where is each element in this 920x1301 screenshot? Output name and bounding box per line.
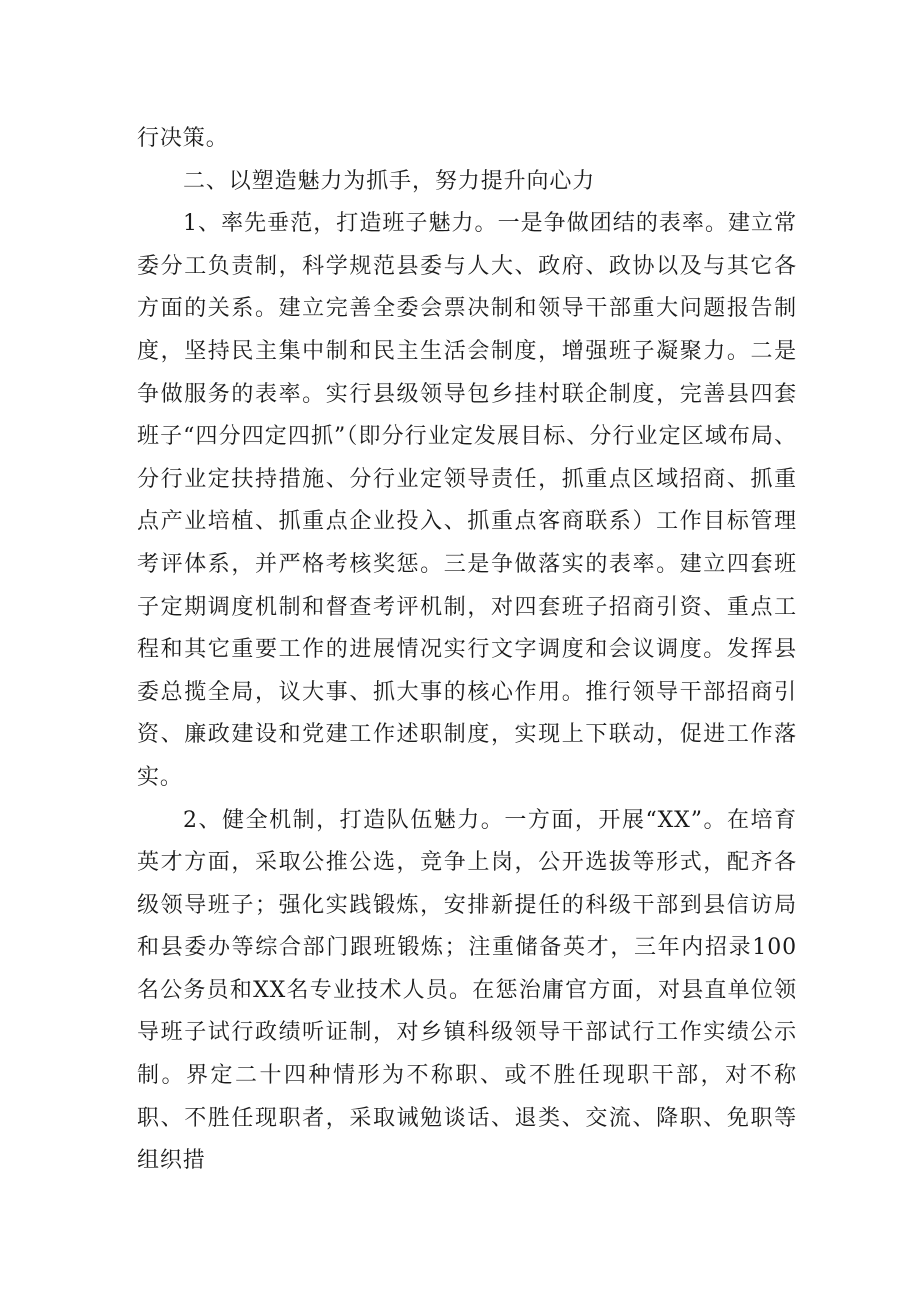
paragraph-1: 1、率先垂范，打造班子魅力。一是争做团结的表率。建立常委分工负责制，科学规范县委与人大、政府、政协以及与其它各方面的关系。建立完善全委会票决制和领导干部重大问题报告制度，坚持民主集中制和民主生活会制度，增强班子凝聚力。二是争做服务的表率。实行县级领导包乡挂村联企制度，完善县四套班子“四分四定四抓”（即分行业定发展目标、分行业定区域布局、分行业定扶持措施、分行业定领导责任，抓重点区域招商、抓重点产业培植、抓重点企业投入、抓重点客商联系）工作目标管理考评体系，并严格考核奖惩。三是争做落实的表率。建立四套班子定期调度机制和督查考评机制，对四套班子招商引资、重点工程和其它重要工作的进展情况实行文字调度和会议调度。发挥县委总揽全局，议大事、抓大事的核心作用。推行领导干部招商引资、廉政建设和党建工作述职制度，实现上下联动，促进工作落实。 bbox=[137, 211, 797, 790]
document-body bbox=[137, 118, 797, 1183]
section-heading: 二、以塑造魅力为抓手，努力提升向心力 bbox=[183, 168, 596, 194]
paragraph-2: 2、健全机制，打造队伍魅力。一方面，开展“XX”。在培育英才方面，采取公推公选，竞争上岗，公开选拔等形式，配齐各级领导班子；强化实践锻炼，安排新提任的科级干部到县信访局和县委办等综合部门跟班锻炼；注重储备英才，三年内招录100名公务员和XX名专业技术人员。在惩治庸官方面，对县直单位领导班子试行政绩听证制，对乡镇科级领导干部试行工作实绩公示制。界定二十四种情形为不称职、或不胜任现职干部，对不称职、不胜任现职者，采取诫勉谈话、退类、交流、降职、免职等组织措 bbox=[137, 807, 797, 1174]
paragraph-continuation: 行决策。 bbox=[137, 126, 229, 151]
